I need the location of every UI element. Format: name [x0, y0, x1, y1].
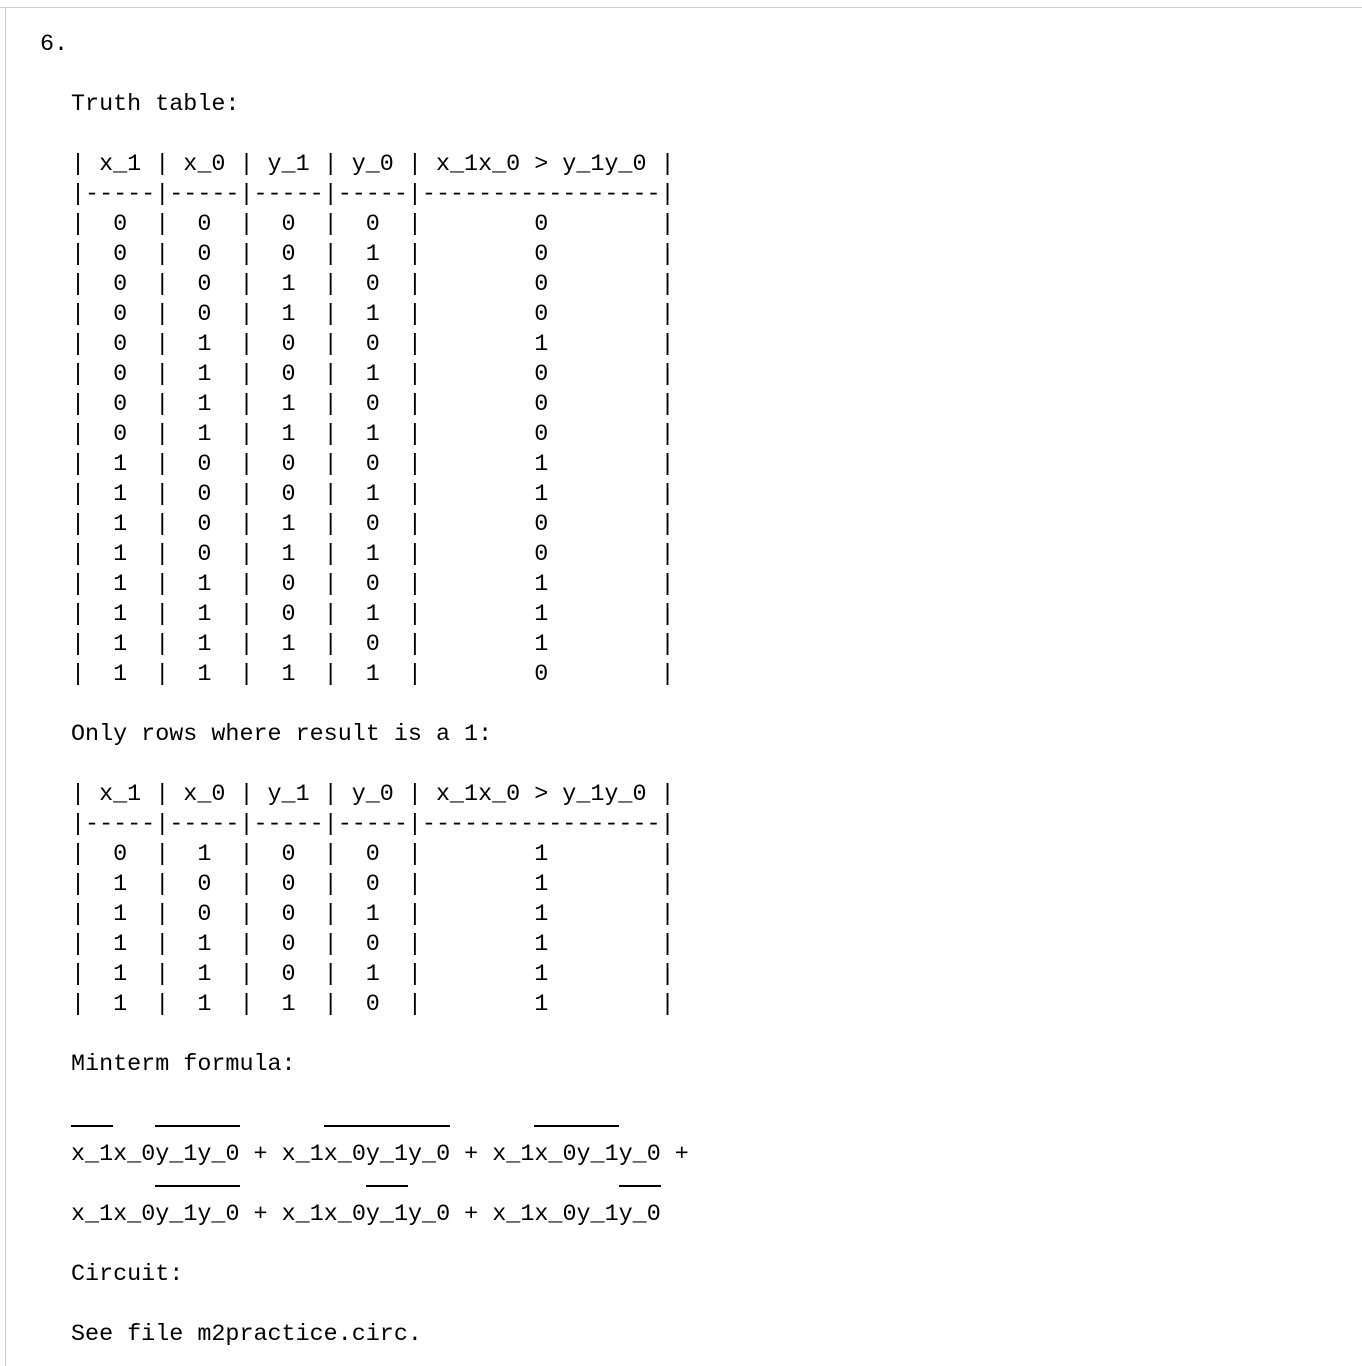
variable: x_1: [492, 1202, 535, 1228]
variable: x_1: [281, 1202, 324, 1228]
variable: y_0: [618, 1142, 661, 1168]
variable: x_0: [113, 1142, 156, 1168]
minterm-term: [71, 1202, 240, 1228]
minterm-term: [71, 1142, 240, 1168]
negated-variable: y_0: [197, 1202, 240, 1228]
negated-variable: x_0: [534, 1142, 577, 1168]
negated-variable: y_1: [365, 1202, 408, 1228]
variable: x_0: [113, 1202, 156, 1228]
variable: x_0: [323, 1202, 366, 1228]
negated-variable: y_1: [576, 1142, 619, 1168]
variable: y_0: [408, 1202, 451, 1228]
question-number: 6.: [40, 32, 69, 58]
cell-border-left: [5, 7, 6, 1366]
variable: x_0: [534, 1202, 577, 1228]
minterm-heading: Minterm formula:: [71, 1052, 296, 1078]
negated-variable: x_0: [323, 1142, 366, 1168]
negated-variable: y_1: [155, 1202, 198, 1228]
minterm-term: [282, 1202, 451, 1228]
negated-variable: y_1: [155, 1142, 198, 1168]
minterm-term: [282, 1142, 451, 1168]
truth-table: | x_1 | x_0 | y_1 | y_0 | x_1x_0 > y_1y_0 | |-----|-----|-----|-----|-----------------| | 0 | 0 | 0 | 0 | 0 | | 0 | 0 | 0 | 1 | 0 | | 0 | 0 | 1 | 0 | 0 | | 0 | 0 | 1 | 1 | 0 | | 0 | 1 | 0 | 0 | 1 | | 0 | 1 | 0 | 1 | 0 | | 0 | 1 | 1 | 0 | 0 | | 0 | 1 | 1 | 1 | 0 | | 1 | 0 | 0 | 0 | 1 | | 1 | 0 | 0 | 1 | 1 | | 1 | 0 | 1 | 0 | 0 | | 1 | 0 | 1 | 1 | 0 | | 1 | 1 | 0 | 0 | 1 | | 1 | 1 | 0 | 1 | 1 | | 1 | 1 | 1 | 0 | 1 | | 1 | 1 | 1 | 1 | 0 |: [71, 152, 675, 688]
ones-table-heading: Only rows where result is a 1:: [71, 722, 493, 748]
minterm-term: [492, 1202, 661, 1228]
circuit-heading: Circuit:: [71, 1262, 184, 1288]
negated-variable: y_0: [197, 1142, 240, 1168]
minterm-line: x_1x_0y_1y_0 + x_1x_0y_1y_0 + x_1x_0y_1y_0: [71, 1202, 661, 1228]
negated-variable: y_1: [365, 1142, 408, 1168]
variable: x_1: [71, 1202, 114, 1228]
minterm-formula: [71, 1140, 689, 1230]
minterm-line: x_1x_0y_1y_0 + x_1x_0y_1y_0 + x_1x_0y_1y_0 +: [71, 1142, 689, 1168]
variable: x_1: [492, 1142, 535, 1168]
negated-variable: y_0: [618, 1202, 661, 1228]
cell-border-top: [0, 7, 1362, 8]
negated-variable: x_1: [71, 1142, 114, 1168]
minterm-term: [492, 1142, 661, 1168]
truth-table-heading: Truth table:: [71, 92, 240, 118]
circuit-file-reference: See file m2practice.circ.: [71, 1322, 422, 1348]
negated-variable: y_0: [408, 1142, 451, 1168]
ones-table: | x_1 | x_0 | y_1 | y_0 | x_1x_0 > y_1y_0 | |-----|-----|-----|-----|-----------------| | 0 | 1 | 0 | 0 | 1 | | 1 | 0 | 0 | 0 | 1 | | 1 | 0 | 0 | 1 | 1 | | 1 | 1 | 0 | 0 | 1 | | 1 | 1 | 0 | 1 | 1 | | 1 | 1 | 1 | 0 | 1 |: [71, 782, 675, 1018]
variable: y_1: [576, 1202, 619, 1228]
variable: x_1: [281, 1142, 324, 1168]
